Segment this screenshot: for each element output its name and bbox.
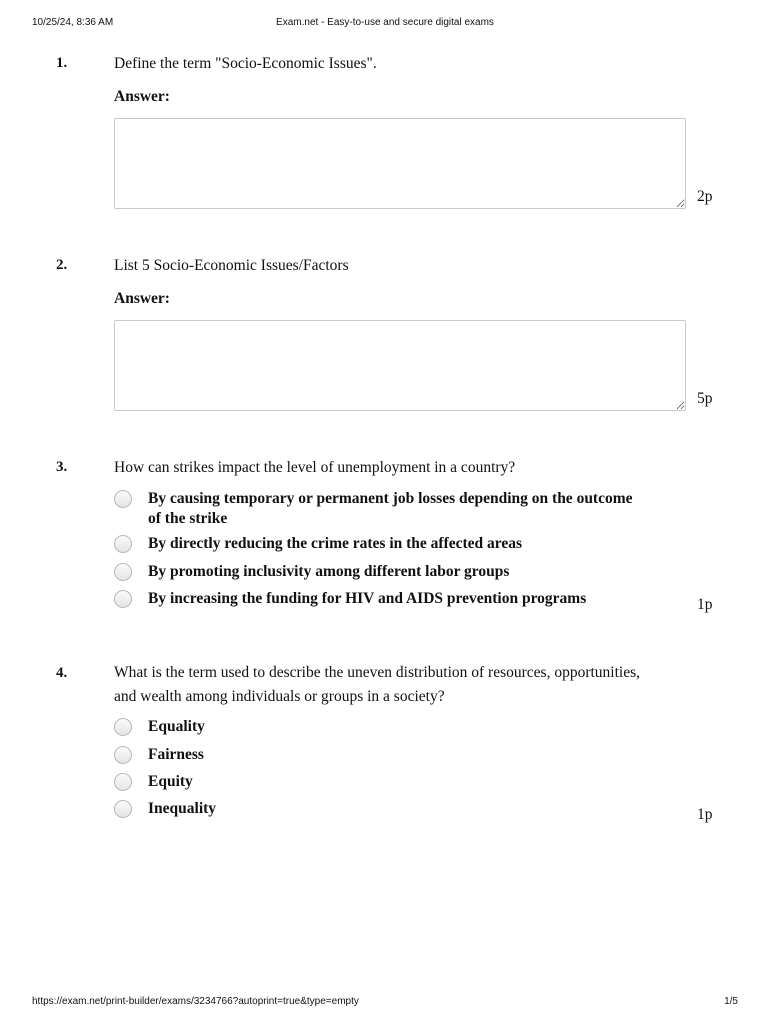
radio-button[interactable]: [114, 590, 132, 608]
radio-button[interactable]: [114, 563, 132, 581]
option-label: By promoting inclusivity among different labor groups: [148, 563, 510, 580]
radio-button[interactable]: [114, 800, 132, 818]
radio-button[interactable]: [114, 718, 132, 736]
points-label: 1p: [697, 806, 713, 823]
answer-label: Answer:: [114, 88, 170, 105]
question-number: 1.: [56, 55, 68, 71]
question-text: List 5 Socio-Economic Issues/Factors: [114, 257, 349, 274]
answer-textarea[interactable]: [114, 118, 686, 209]
option-label: By increasing the funding for HIV and AIDS prevention programs: [148, 590, 587, 607]
question-number: 3.: [56, 459, 68, 475]
option-label: Inequality: [148, 800, 217, 817]
radio-button[interactable]: [114, 773, 132, 791]
radio-button[interactable]: [114, 535, 132, 553]
option-label: By causing temporary or permanent job losses depending on the outcome of the strike: [148, 490, 633, 527]
option-label: By directly reducing the crime rates in the affected areas: [148, 535, 523, 552]
answer-textarea[interactable]: [114, 320, 686, 411]
question-text: What is the term used to describe the uneven distribution of resources, opportunities, and wealth among individuals or groups in a society?: [114, 664, 641, 705]
question-text: Define the term "Socio-Economic Issues".: [114, 55, 377, 72]
print-page-title: Exam.net - Easy-to-use and secure digital exams: [276, 17, 494, 28]
points-label: 2p: [697, 188, 713, 205]
option-label: Fairness: [148, 746, 204, 763]
radio-button[interactable]: [114, 746, 132, 764]
page-number: 1/5: [724, 996, 738, 1007]
print-url: https://exam.net/print-builder/exams/3234766?autoprint=true&type=empty: [32, 996, 359, 1007]
question-text: How can strikes impact the level of unemployment in a country?: [114, 459, 516, 476]
points-label: 1p: [697, 596, 713, 613]
option-label: Equality: [148, 718, 205, 735]
question-number: 2.: [56, 257, 68, 273]
points-label: 5p: [697, 390, 713, 407]
radio-button[interactable]: [114, 490, 132, 508]
print-footer: [32, 996, 738, 1010]
question-number: 4.: [56, 665, 68, 681]
option-label: Equity: [148, 773, 193, 790]
print-datetime: 10/25/24, 8:36 AM: [32, 17, 114, 28]
answer-label: Answer:: [114, 290, 170, 307]
print-header: [32, 17, 738, 31]
